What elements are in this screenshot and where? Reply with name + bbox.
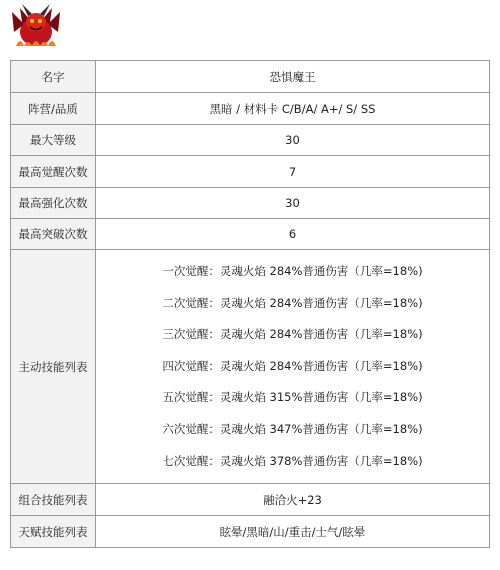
label-active-skills: 主动技能列表 xyxy=(11,250,96,484)
row-talent-skills xyxy=(11,516,490,548)
row-max-level xyxy=(11,125,490,156)
demon-king-avatar xyxy=(10,2,62,48)
head-shape xyxy=(26,13,46,31)
value-faction-quality: 黑暗 / 材料卡 C/B/A/ A+/ S/ SS xyxy=(96,93,490,125)
flame-shape xyxy=(16,41,56,46)
label-max-enhance: 最高强化次数 xyxy=(11,188,96,219)
eye-right-shape xyxy=(38,19,42,23)
character-info-table xyxy=(10,60,490,548)
row-name xyxy=(11,61,490,93)
value-max-level: 30 xyxy=(96,125,490,156)
value-combo-skills: 融洽火+23 xyxy=(96,484,490,516)
label-name: 名字 xyxy=(11,61,96,93)
skill-line: 五次觉醒：灵魂火焰 315%普通伤害（几率=18%) xyxy=(162,390,423,405)
row-max-breakthrough xyxy=(11,219,490,250)
value-max-awaken: 7 xyxy=(96,156,490,188)
skill-line: 四次觉醒：灵魂火焰 284%普通伤害（几率=18%) xyxy=(162,358,423,373)
skill-line: 六次觉醒：灵魂火焰 347%普通伤害（几率=18%) xyxy=(162,421,423,436)
label-combo-skills: 组合技能列表 xyxy=(11,484,96,516)
row-combo-skills xyxy=(11,484,490,516)
value-talent-skills: 眩晕/黑暗/山/重击/士气/眩晕 xyxy=(96,516,490,548)
value-name: 恐惧魔王 xyxy=(96,61,490,93)
skill-line: 三次觉醒：灵魂火焰 284%普通伤害（几率=18%) xyxy=(162,327,423,342)
row-max-enhance xyxy=(11,188,490,219)
skill-line: 一次觉醒：灵魂火焰 284%普通伤害（几率=18%) xyxy=(162,264,423,278)
label-talent-skills: 天赋技能列表 xyxy=(11,516,96,548)
value-max-enhance: 30 xyxy=(96,188,490,219)
skill-line: 七次觉醒：灵魂火焰 378%普通伤害（几率=18%) xyxy=(162,453,423,468)
label-max-level: 最大等级 xyxy=(11,125,96,156)
row-faction-quality xyxy=(11,93,490,125)
skill-list xyxy=(96,250,489,483)
value-active-skills xyxy=(96,250,490,484)
value-max-breakthrough: 6 xyxy=(96,219,490,250)
row-active-skills xyxy=(11,250,490,484)
label-faction-quality: 阵营/品质 xyxy=(11,93,96,125)
eye-left-shape xyxy=(30,19,34,23)
skill-line: 二次觉醒：灵魂火焰 284%普通伤害（几率=18%) xyxy=(162,295,423,310)
label-max-awaken: 最高觉醒次数 xyxy=(11,156,96,188)
label-max-breakthrough: 最高突破次数 xyxy=(11,219,96,250)
row-max-awaken xyxy=(11,156,490,188)
